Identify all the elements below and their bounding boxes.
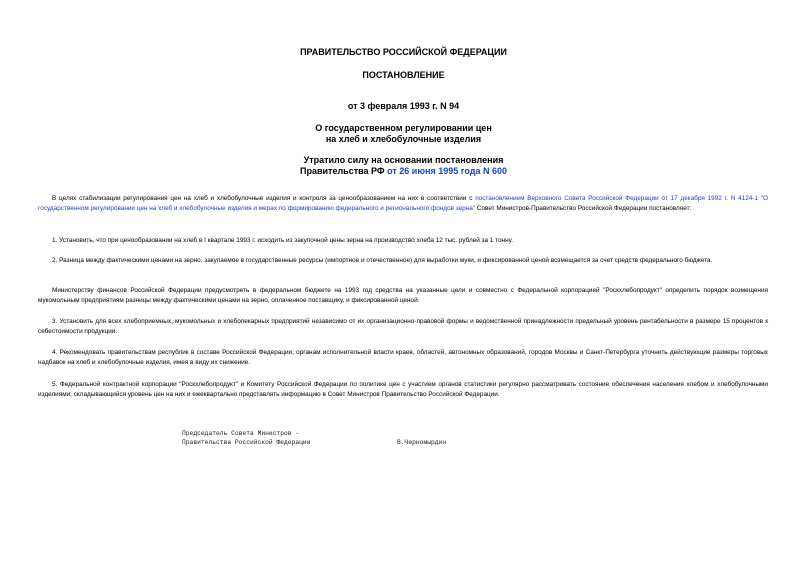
paragraph-3: 3. Установить для всех хлебоприемных, мукомольных и хлебопекарных предприятий независимо от их организационно-правовой формы и ведомственной принадлежности предельный уровень рентабельности в размере 15 процентов к себестоимости продукции. <box>38 318 768 335</box>
status-prefix: Правительства РФ <box>300 166 388 176</box>
signature-name: В.Черномырдин <box>397 439 447 446</box>
paragraph-1: 1. Установить, что при ценообразовании на хлеб в I квартале 1993 г. исходить из закупочной цены зерна на производство хлеба 12 тыс. рублей за 1 тонну. <box>52 237 514 244</box>
document-type: ПОСТАНОВЛЕНИЕ <box>362 70 445 80</box>
intro-text-start: В целях стабилизации регулирования цен на хлеб и хлебобулочные изделия и контроля за ценообразованием на них в соответствии с <box>52 195 476 202</box>
repeal-decree-link[interactable]: от 26 июня 1995 года N 600 <box>387 166 507 176</box>
paragraph-5: 5. Федеральной контрактной корпорации "Роскхлебопродукт" и Комитету Российской Федерации по политике цен с участием органов статистики регулярно рассматривать состояние обеспечения населения хлебом и хлебобулочными изделиями, складывающийся уровень цен на них и ежеквартально представлять информацию в Совет Министров Правительство Российской Федерации. <box>38 381 768 398</box>
document-title-line1: О государственном регулировании цен <box>315 123 492 133</box>
signature-title-line2: Правительства Российской Федерации <box>182 439 311 446</box>
supreme-council-decree-link[interactable]: постановлением Верховного Совета Российской Федерации от 17 декабря 1992 г. N 4124-1 "О государственном регулировании цен на хлеб и хлебобулочные изделия и мерах по формированию федерального и регионального фондов зерна" <box>38 195 768 212</box>
intro-text-end: Совет Министров-Правительство Российской Федерации постановляет: <box>475 204 692 212</box>
signature-title-line1: Председатель Совета Министров - <box>182 430 300 437</box>
document-title-line2: на хлеб и хлебобулочные изделия <box>325 134 482 144</box>
paragraph-2b: Министерству финансов Российской Федерации предусмотреть в федеральном бюджете на 1993 год средства на указанные цели и совместно с Федеральной корпорацией "Роскхлебопродукт" определить порядок возмещения мукомольным предприятиям разницы между фактическими ценами на зерно, оплаченное поставщику, и фиксированной ценой. <box>38 287 768 304</box>
document-date-number: от 3 февраля 1993 г. N 94 <box>347 101 460 111</box>
paragraph-4: 4. Рекомендовать правительствам республик в составе Российской Федерации, органам исполнительной власти краев, областей, автономных образований, городов Москвы и Санкт-Петербурга уточнить действующие размеры торговых надбавок на хлеб и хлебобулочные изделия, имея в виду их снижение. <box>38 349 768 366</box>
intro-paragraph <box>38 194 768 213</box>
status-line1: Утратило силу на основании постановления <box>303 155 504 165</box>
government-heading: ПРАВИТЕЛЬСТВО РОССИЙСКОЙ ФЕДЕРАЦИИ <box>300 47 507 57</box>
paragraph-2: 2. Разница между фактическими ценами на зерно, закупаемое в государственные ресурсы (импортное и отечественное) для выработки муки, и фиксированной ценой возмещается за счет средств федерального бюджета. <box>52 257 713 264</box>
status-line2 <box>0 166 807 177</box>
